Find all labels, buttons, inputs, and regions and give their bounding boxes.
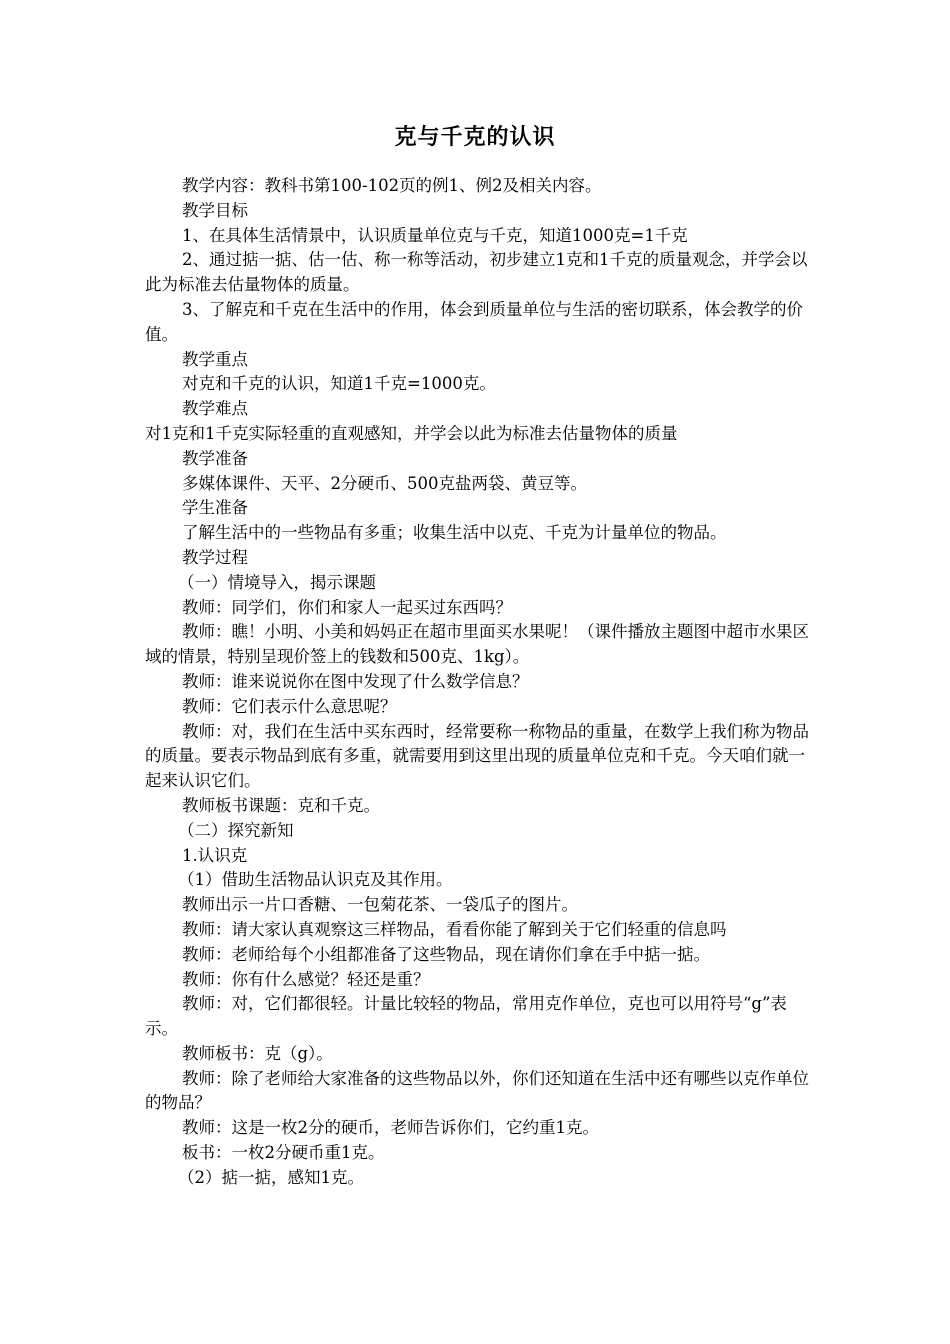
blackboard-note: 教师板书：克（g）。 xyxy=(182,1043,333,1063)
section-heading-2: （二）探究新知 xyxy=(178,820,294,840)
dialogue-line: 教师：谁来说说你在图中发现了什么数学信息？ xyxy=(182,671,529,691)
dialogue-line: 教师：你有什么感觉？轻还是重？ xyxy=(182,969,430,989)
blackboard-note: 板书：一枚2分硬币重1克。 xyxy=(182,1143,385,1163)
goal-item-1: 1、在具体生活情景中，认识质量单位克与千克，知道1000克=1千克 xyxy=(182,225,688,245)
dialogue-line: 教师：老师给每个小组都准备了这些物品，现在请你们拿在手中掂一掂。 xyxy=(182,944,710,964)
goal-item-2: 2、通过掂一掂、估一估、称一称等活动，初步建立1克和1千克的质量观念，并学会以此为标准去估量物体的质量。 xyxy=(145,250,808,295)
paragraph-teaching-prep: 多媒体课件、天平、2分硬币、500克盐两袋、黄豆等。 xyxy=(182,473,587,493)
page-title: 克与千克的认识 xyxy=(394,124,556,150)
paragraph-student-prep: 了解生活中的一些物品有多重；收集生活中以克、千克为计量单位的物品。 xyxy=(182,523,727,543)
heading-difficulties: 教学难点 xyxy=(182,399,248,419)
subsection-step: （2）掂一掂，感知1克。 xyxy=(178,1167,364,1187)
paragraph-key-points: 对克和千克的认识，知道1千克=1000克。 xyxy=(182,374,496,394)
section-heading-1: （一）情境导入，揭示课题 xyxy=(178,572,376,592)
blackboard-note: 教师板书课题：克和千克。 xyxy=(182,795,380,815)
goal-item-3: 3、了解克和千克在生活中的作用，体会到质量单位与生活的密切联系，体会教学的价值。 xyxy=(145,299,803,344)
dialogue-line: 教师：它们表示什么意思呢？ xyxy=(182,696,397,716)
document-body xyxy=(145,174,813,1191)
heading-student-prep: 学生准备 xyxy=(182,498,248,518)
heading-teaching-prep: 教学准备 xyxy=(182,448,248,468)
subsection-step: （1）借助生活物品认识克及其作用。 xyxy=(178,870,453,890)
dialogue-line: 教师：这是一枚2分的硬币，老师告诉你们，它约重1克。 xyxy=(182,1118,599,1138)
dialogue-line: 教师：对，我们在生活中买东西时，经常要称一称物品的重量，在数学上我们称为物品的质量。要表示物品到底有多重，就需要用到这里出现的质量单位克和千克。今天咱们就一起来认识它们。 xyxy=(145,721,809,791)
paragraph-teaching-content: 教学内容：教科书第100-102页的例1、例2及相关内容。 xyxy=(182,176,602,195)
heading-teaching-process: 教学过程 xyxy=(182,547,248,567)
dialogue-line: 教师：对，它们都很轻。计量比较轻的物品，常用克作单位，克也可以用符号“g”表示。 xyxy=(145,994,787,1039)
subsection-heading: 1.认识克 xyxy=(182,845,248,865)
dialogue-line: 教师：瞧！小明、小美和妈妈正在超市里面买水果呢！（课件播放主题图中超市水果区域的情景，特别呈现价签上的钱数和500克、1kg）。 xyxy=(145,622,809,667)
dialogue-line: 教师：除了老师给大家准备的这些物品以外，你们还知道在生活中还有哪些以克作单位的物品？ xyxy=(145,1068,809,1113)
heading-key-points: 教学重点 xyxy=(182,349,248,369)
dialogue-line: 教师：同学们，你们和家人一起买过东西吗？ xyxy=(182,597,512,617)
dialogue-line: 教师出示一片口香糖、一包菊花茶、一袋瓜子的图片。 xyxy=(182,895,578,915)
paragraph-difficulties: 对1克和1千克实际轻重的直观感知，并学会以此为标准去估量物体的质量 xyxy=(145,423,678,443)
heading-teaching-goals: 教学目标 xyxy=(182,200,248,220)
dialogue-line: 教师：请大家认真观察这三样物品，看看你能了解到关于它们轻重的信息吗 xyxy=(182,919,727,939)
